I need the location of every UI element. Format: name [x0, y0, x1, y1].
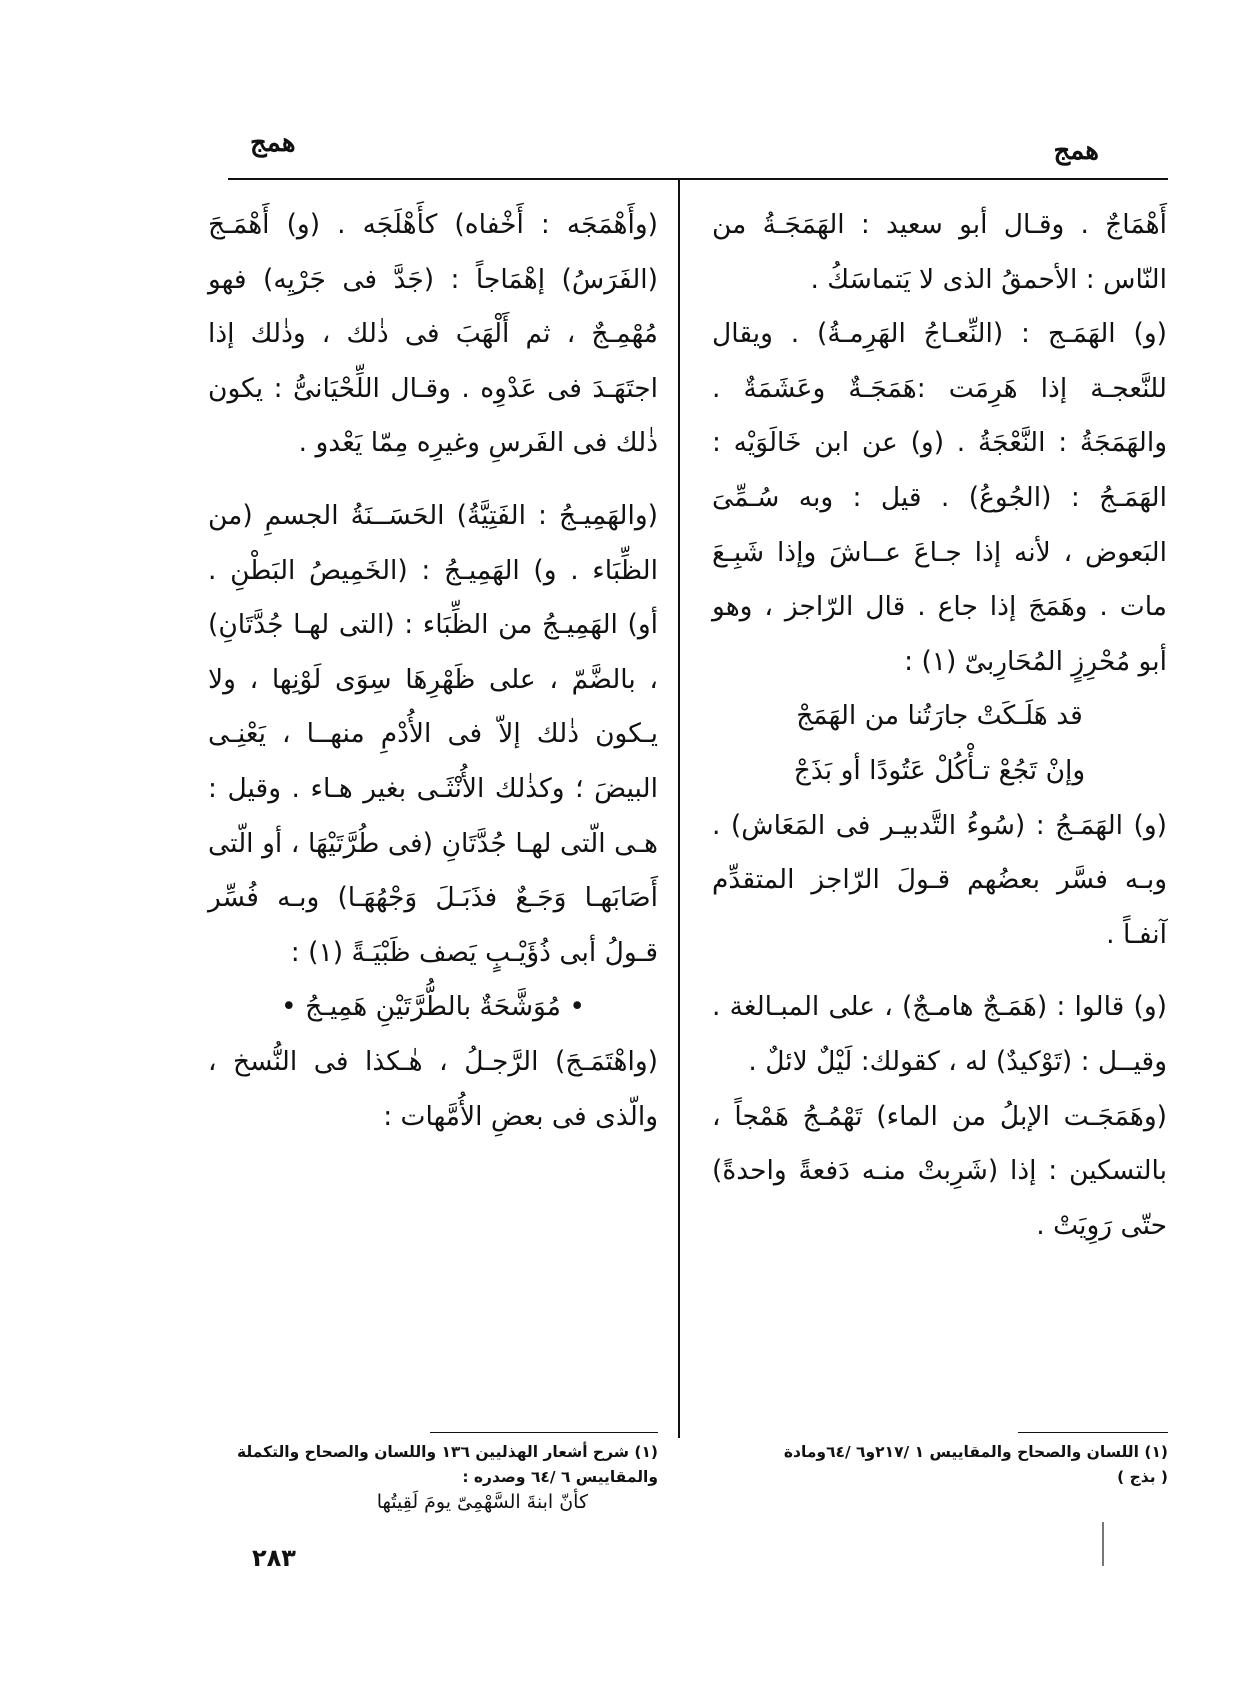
column-divider — [678, 178, 680, 1438]
footnote-rule-left — [430, 1432, 658, 1433]
footnote-text: ( بذج ) — [1117, 1468, 1168, 1486]
footnote-left — [208, 1440, 658, 1515]
footnote-text: (١) شرح أشعار الهذليين ١٣٦ واللسان والصحاح والتكملة والمقاييس ٦ /٦٤ وصدره : — [236, 1443, 658, 1486]
footnote-verse: كأنّ ابنةَ السَّهْمِىّ يومَ لَقِيتُها — [376, 1491, 588, 1513]
paragraph: أَهْمَاجٌ . وقـال أبو سعيد : الهَمَجَـةُ من النّاس : الأحمقُ الذى لا يَتماسَكُ . — [712, 209, 1167, 295]
footnote-rule-right — [1018, 1432, 1168, 1433]
footnote-text: (١) اللسان والصحاح والمقاييس ١ /٢١٧و٦ /٦٤ومادة — [783, 1443, 1168, 1461]
right-column — [712, 198, 1167, 1253]
paragraph: (و) الهَمَـج : (النِّعـاجُ الهَرِمـةُ) . ويقال للنَّعجـة إذا هَرِمَت :هَمَجَـةٌ وعَشَمَةٌ . والهَمَجَةُ : النَّعْجَةُ . (و) عن ابن خَالَوَيْه : الهَمَـجُ : (الجُوعُ) . قيل : وبه سُـمِّىَ البَعوض ، لأنه إذا جـاعَ عــاشَ وإذا شَبِـعَ مات . وهَمَجَ إذا جاع . قال الرّاجز ، وهو أبو مُحْرِزٍ المُحَارِبىّ (١) : — [712, 318, 1167, 677]
footnote-right — [698, 1440, 1168, 1490]
paragraph: (و) قالوا : (هَمَـجٌ هامـجٌ) ، على المبـالغة . وقيــل : (تَوْكيدٌ) له ، كقولك: لَيْلٌ لائلٌ . — [712, 991, 1167, 1077]
verse-line: • مُوَشَّحَةٌ بالطُّرَّتَيْنِ هَمِيـجُ • — [281, 991, 585, 1023]
running-header-left: همج — [250, 128, 296, 158]
paragraph: (واهْتَمَـجَ) الرَّجـلُ ، هٰـكذا فى النُّسخ ، والّذى فى بعضِ الأُمَّهات : — [208, 1045, 658, 1132]
running-header-right: همج — [1053, 136, 1099, 166]
verse-line: قد هَلَـكَتْ جارَتُنا من الهَمَجْ — [796, 700, 1083, 732]
paragraph: (و) الهَمَـجُ : (سُوءُ التَّدبيـر فى المَعَاش) . وبـه فسَّر بعضُهم قـولَ الرّاجز المتقدِّم آنفـاً . — [712, 809, 1167, 950]
paragraph: (وهَمَجَـت الإبلُ من الماء) تَهْمُـجُ هَمْجاً ، بالتسكين : إذا (شَرِبتْ منـه دَفعةً واحدةً) حتّى رَوِيَتْ . — [712, 1100, 1167, 1241]
verse-line: وإنْ تَجُعْ تـأْكُلْ عَتُودًا أو بَذَجْ — [793, 754, 1086, 786]
header-rule — [228, 178, 1168, 180]
page-number: ٢٨٣ — [252, 1544, 296, 1572]
margin-mark — [1102, 1522, 1104, 1566]
left-column — [208, 198, 658, 1144]
paragraph: (وأَهْمَجَه : أَخْفاه) كأَهْلَجَه . (و) أَهْمَـجَ (الفَرَسُ) إهْمَاجاً : (جَدَّ فى جَرْيِه) فهو مُهْمِـجٌ ، ثم أَلْهَبَ فى ذٰلك ، وذٰلك إذا اجتَهَـدَ فى عَدْوِه . وقـال اللِّحْيَانىُّ : يكون ذٰلك فى الفَرسِ وغيرِه مِمّا يَعْدو . — [208, 209, 658, 459]
paragraph: (والهَمِيـجُ : الفَتِيَّةُ) الحَسَــنَةُ الجسمِ (من الظِّبَاء . و) الهَمِيـجُ : (الخَمِيصُ البَطْنِ . أو) الهَمِيـجُ من الظِّبَاء : (التى لهـا جُدَّتَانِ) ، بالضَّمّ ، على ظَهْرِهَا سِوَى لَوْنِها ، ولا يـكون ذٰلك إلاّ فى الأُدْمِ منهــا ، يَعْنِـى البيضَ ؛ وكذٰلك الأُنْثَـى بغير هـاء . وقيل : هـى الّتى لهـا جُدَّتَانِ (فى طُرَّتَيْهَا ، أو الّتى أَصَابَهـا وَجَـعٌ فذَبَـلَ وَجْهُهَـا) وبـه فُسِّر قـولُ أبى ذُؤَيْـبٍ يَصف ظَبْيَـةً (١) : — [208, 499, 658, 968]
